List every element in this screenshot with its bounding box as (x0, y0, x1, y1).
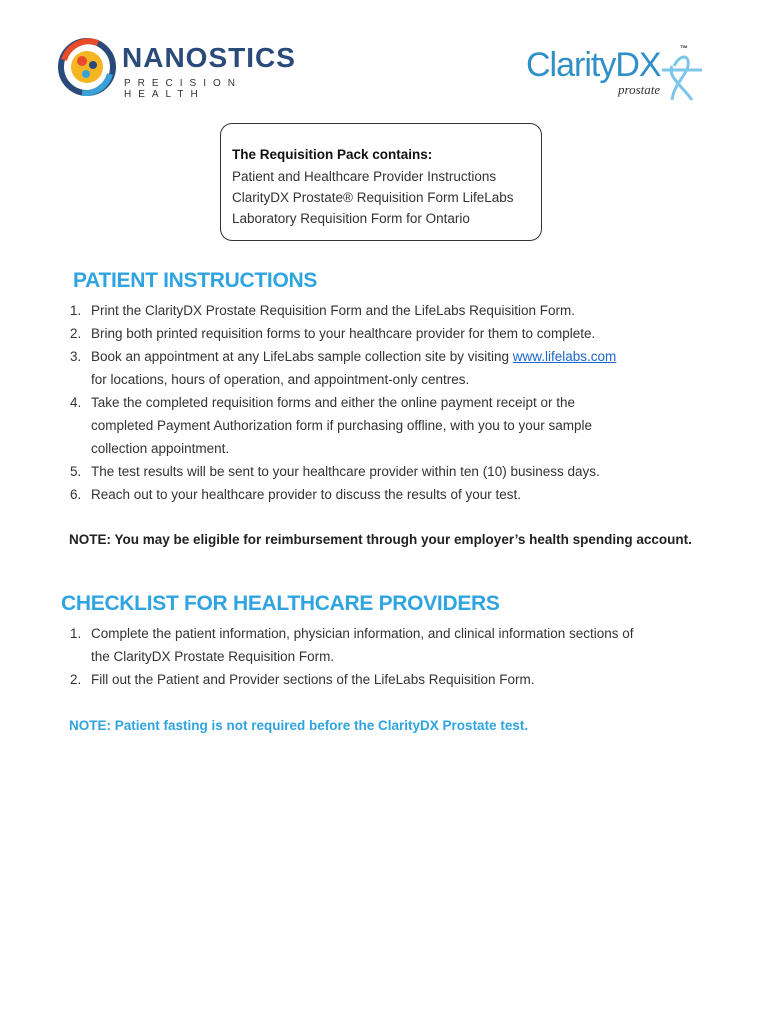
list-number: 6. (70, 487, 82, 502)
list-text-continuation: completed Payment Authorization form if purchasing offline, with you to your sample (91, 418, 593, 433)
list-text-continuation: collection appointment. (91, 441, 230, 456)
requisition-pack-line: ClarityDX Prostate® Requisition Form LifeLabs (232, 190, 514, 205)
list-number: 2. (70, 672, 82, 687)
list-text (91, 349, 616, 364)
claritydx-brand: ClarityDX (526, 46, 661, 84)
list-number: 5. (70, 464, 82, 479)
requisition-pack-line: Laboratory Requisition Form for Ontario (232, 211, 470, 226)
reimbursement-note: NOTE: You may be eligible for reimbursement through your employer’s health spending account. (69, 532, 692, 547)
list-text: The test results will be sent to your healthcare provider within ten (10) business days. (91, 464, 600, 479)
lifelabs-link[interactable]: www.lifelabs.com (512, 349, 617, 364)
list-text-continuation: the ClarityDX Prostate Requisition Form. (91, 649, 335, 664)
provider-checklist-heading: CHECKLIST FOR HEALTHCARE PROVIDERS (61, 592, 500, 615)
list-number: 4. (70, 395, 82, 410)
list-text-part: Book an appointment at any LifeLabs sample collection site by visiting (91, 349, 513, 364)
nanostics-logo (58, 38, 296, 100)
list-text-continuation: for locations, hours of operation, and appointment-only centres. (91, 372, 470, 387)
claritydx-logo (522, 44, 712, 104)
list-text: Complete the patient information, physician information, and clinical information sections of (91, 626, 634, 641)
patient-instructions-heading: PATIENT INSTRUCTIONS (73, 269, 318, 292)
list-text: Fill out the Patient and Provider sections of the LifeLabs Requisition Form. (91, 672, 535, 687)
nanostics-logo-icon (58, 38, 116, 96)
requisition-pack-title: The Requisition Pack contains: (232, 147, 433, 162)
claritydx-subtitle: prostate (618, 82, 661, 97)
list-text: Take the completed requisition forms and either the online payment receipt or the (91, 395, 576, 410)
nanostics-tagline: PRECISION HEALTH (124, 78, 243, 100)
list-number: 1. (70, 303, 82, 318)
list-text: Print the ClarityDX Prostate Requisition Form and the LifeLabs Requisition Form. (91, 303, 575, 318)
requisition-pack-line: Patient and Healthcare Provider Instructions (232, 169, 497, 184)
list-number: 3. (70, 349, 82, 364)
trademark: ™ (680, 44, 688, 53)
nanostics-brand: NANOSTICS (122, 42, 296, 73)
list-text: Reach out to your healthcare provider to discuss the results of your test. (91, 487, 521, 502)
fasting-note: NOTE: Patient fasting is not required before the ClarityDX Prostate test. (69, 718, 529, 733)
list-number: 1. (70, 626, 82, 641)
list-text: Bring both printed requisition forms to your healthcare provider for them to complete. (91, 326, 596, 341)
list-number: 2. (70, 326, 82, 341)
